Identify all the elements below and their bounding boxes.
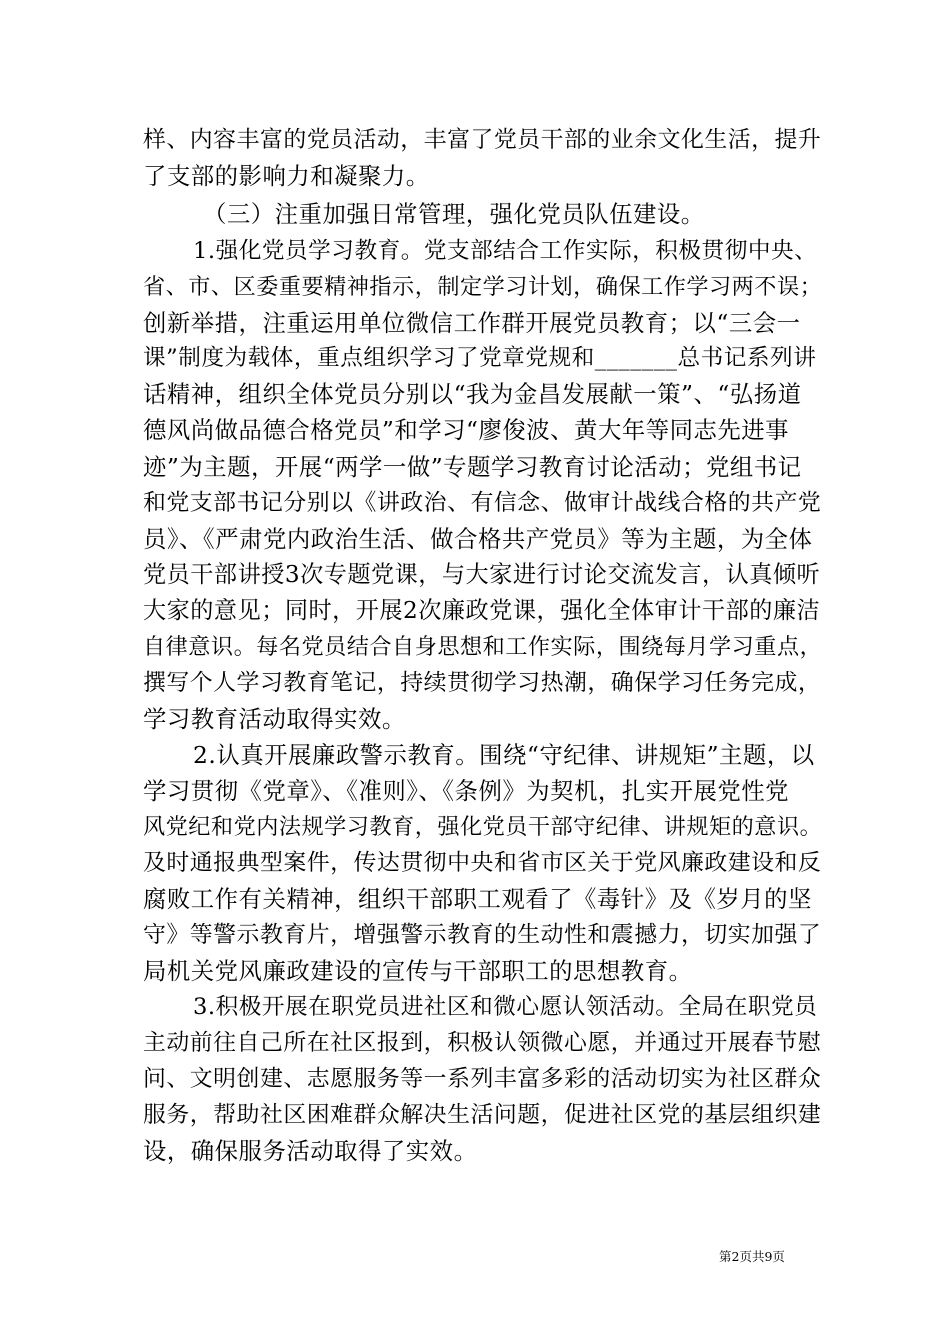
text-line: 党员干部讲授3次专题党课，与大家进行讨论交流发言，认真倾听 [143, 562, 821, 588]
text-line: 及时通报典型案件，传达贯彻中央和省市区关于党风廉政建设和反 [143, 850, 822, 876]
text-line: 腐败工作有关精神，组织干部职工观看了《毒针》及《岁月的坚 [143, 885, 812, 913]
text-line: 和党支部书记分别以《讲政治、有信念、做审计战线合格的共产党 [143, 490, 822, 516]
text-line: 德风尚做品德合格党员”和学习“廖俊波、黄大年等同志先进事 [143, 416, 790, 444]
text-line: 课”制度为载体，重点组织学习了党章党规和_______总书记系列讲 [143, 345, 817, 371]
text-line: 主动前往自己所在社区报到，积极认领微心愿，并通过开展春节慰 [143, 1030, 822, 1056]
text-line: 风党纪和党内法规学习教育，强化党员干部守纪律、讲规矩的意识。 [143, 814, 823, 840]
text-line: 了支部的影响力和凝聚力。 [143, 162, 430, 190]
text-line: 创新举措，注重运用单位微信工作群开展党员教育；以“三会一 [143, 309, 801, 337]
text-line: 员》、《严肃党内政治生活、做合格共产党员》等为主题，为全体 [143, 525, 813, 553]
text-line: 设，确保服务活动取得了实效。 [143, 1137, 478, 1165]
text-line: 1.强化党员学习教育。党支部结合工作实际，积极贯彻中央、 [193, 238, 818, 264]
text-line: 撰写个人学习教育笔记，持续贯彻学习热潮，确保学习任务完成， [143, 670, 822, 696]
text-line: 问、文明创建、志愿服务等一系列丰富多彩的活动切实为社区群众 [143, 1066, 822, 1092]
text-line: 3.积极开展在职党员进社区和微心愿认领活动。全局在职党员 [193, 994, 818, 1020]
text-line: 服务，帮助社区困难群众解决生活问题，促进社区党的基层组织建 [143, 1102, 822, 1128]
page-number: 第2页共9页 [719, 1249, 785, 1264]
text-line: 局机关党风廉政建设的宣传与干部职工的思想教育。 [143, 957, 693, 985]
text-line: 学习教育活动取得实效。 [143, 705, 406, 733]
section-heading: （三）注重加强日常管理，强化党员队伍建设。 [203, 200, 705, 228]
text-line: 自律意识。每名党员结合自身思想和工作实际，围绕每月学习重点， [143, 634, 823, 660]
text-line: 样、内容丰富的党员活动，丰富了党员干部的业余文化生活，提升 [143, 127, 822, 153]
text-line: 守》等警示教育片，增强警示教育的生动性和震撼力，切实加强了 [143, 922, 822, 948]
text-line: 迹”为主题，开展“两学一做”专题学习教育讨论活动；党组书记 [143, 453, 802, 481]
text-line: 大家的意见；同时，开展2次廉政党课，强化全体审计干部的廉洁 [143, 598, 821, 624]
text-line: 省、市、区委重要精神指示，制定学习计划，确保工作学习两不误； [143, 274, 823, 300]
text-line: 学习贯彻《党章》、《准则》、《条例》为契机，扎实开展党性党 [143, 777, 790, 805]
text-line: 话精神，组织全体党员分别以“我为金昌发展献一策”、“弘扬道 [143, 380, 802, 408]
text-line: 2.认真开展廉政警示教育。围绕“守纪律、讲规矩”主题，以 [193, 741, 815, 769]
